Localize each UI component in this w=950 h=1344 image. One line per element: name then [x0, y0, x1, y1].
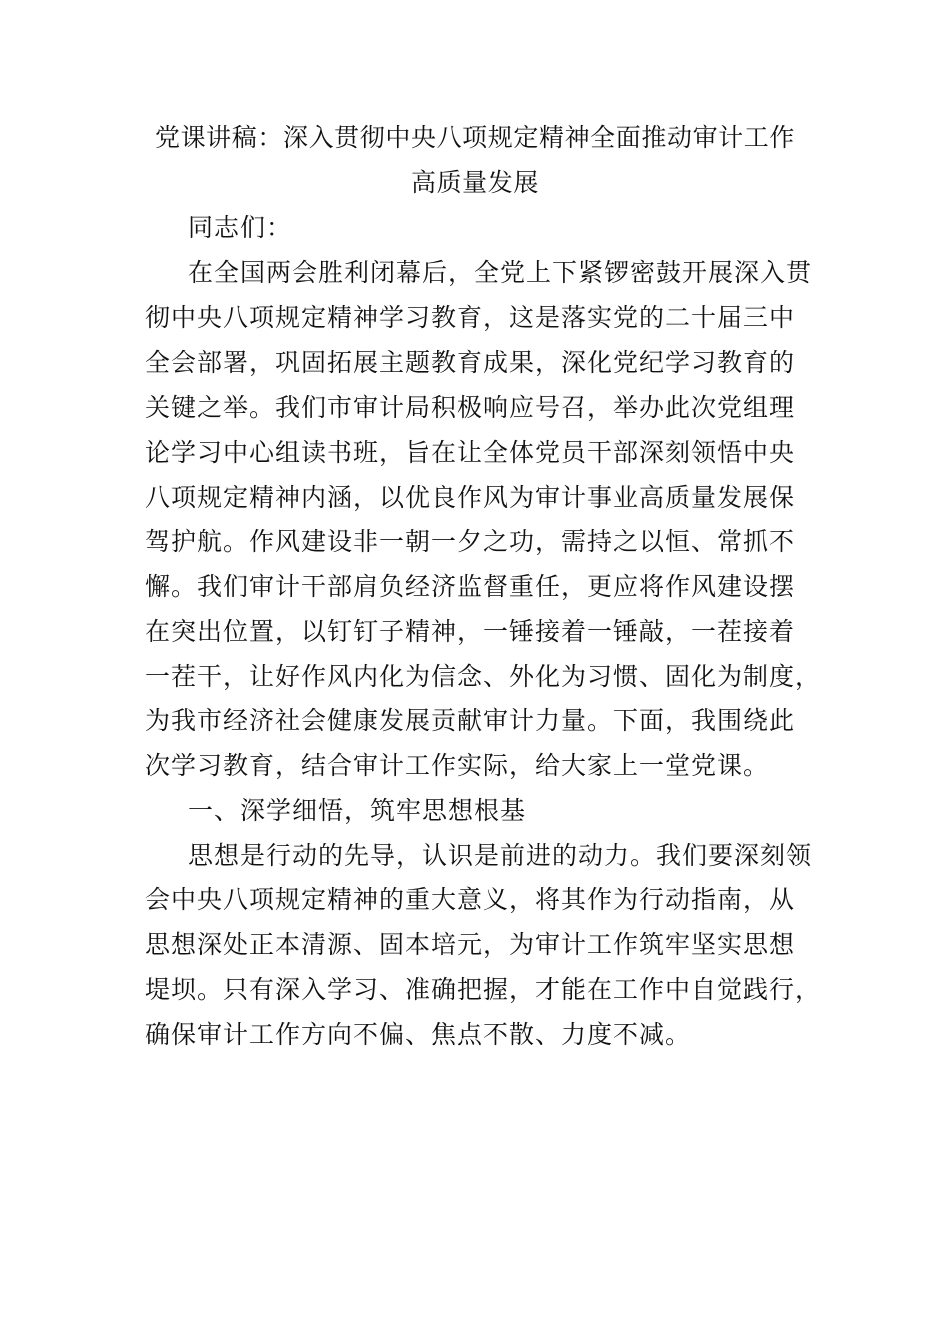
paragraph-line: 驾护航。作风建设非一朝一夕之功，需持之以恒、常抓不 [145, 527, 796, 556]
paragraph-line: 彻中央八项规定精神学习教育，这是落实党的二十届三中 [145, 303, 796, 332]
paragraph-line: 会中央八项规定精神的重大意义，将其作为行动指南，从 [145, 885, 796, 914]
paragraph-line: 思想深处正本清源、固本培元，为审计工作筑牢坚实思想 [145, 930, 796, 959]
paragraph-line: 关键之举。我们市审计局积极响应号召，举办此次党组理 [145, 393, 796, 422]
paragraph-line: 论学习中心组读书班，旨在让全体党员干部深刻领悟中央 [145, 438, 796, 467]
document-title-line-2: 高质量发展 [410, 168, 539, 197]
paragraph-line: 确保审计工作方向不偏、焦点不散、力度不减。 [145, 1020, 692, 1049]
paragraph-line: 全会部署，巩固拓展主题教育成果，深化党纪学习教育的 [145, 348, 796, 377]
paragraph-line: 懈。我们审计干部肩负经济监督重任，更应将作风建设摆 [145, 572, 796, 601]
paragraph-line: 在全国两会胜利闭幕后，全党上下紧锣密鼓开展深入贯 [188, 258, 813, 287]
paragraph-line: 八项规定精神内涵，以优良作风为审计事业高质量发展保 [145, 483, 796, 512]
paragraph-line: 次学习教育，结合审计工作实际，给大家上一堂党课。 [145, 751, 770, 780]
section-heading: 一、深学细悟，筑牢思想根基 [188, 796, 527, 825]
paragraph-line: 为我市经济社会健康发展贡献审计力量。下面，我围绕此 [145, 706, 796, 735]
salutation: 同志们： [188, 213, 293, 242]
paragraph-line: 一茬干，让好作风内化为信念、外化为习惯、固化为制度， [145, 662, 822, 691]
paragraph-line: 堤坝。只有深入学习、准确把握，才能在工作中自觉践行， [145, 975, 822, 1004]
document-title-line-1: 党课讲稿：深入贯彻中央八项规定精神全面推动审计工作 [154, 123, 795, 152]
paragraph-line: 思想是行动的先导，认识是前进的动力。我们要深刻领 [188, 841, 813, 870]
paragraph-line: 在突出位置，以钉钉子精神，一锤接着一锤敲，一茬接着 [145, 617, 796, 646]
